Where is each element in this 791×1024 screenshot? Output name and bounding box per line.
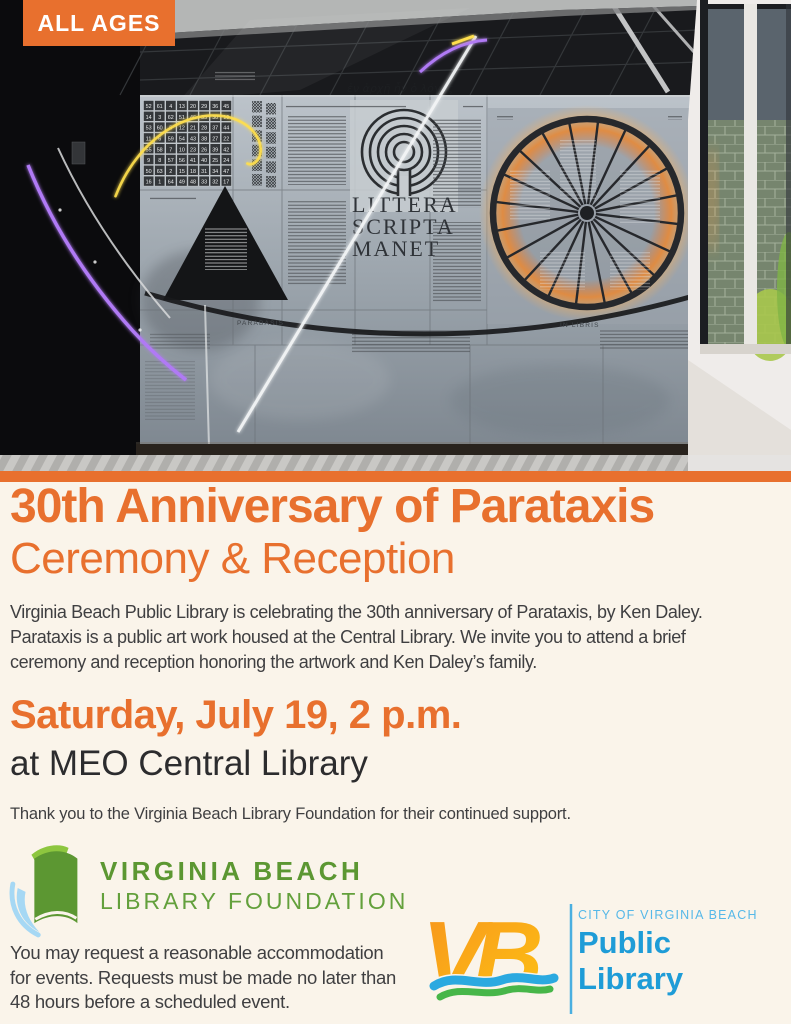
svg-text:10: 10 (178, 147, 185, 154)
svg-text:17: 17 (223, 179, 230, 186)
svg-text:45: 45 (223, 104, 230, 111)
svg-text:37: 37 (212, 125, 219, 132)
window-sill (700, 344, 791, 354)
right-wall-window (688, 0, 791, 471)
in-libris-label: IN LIBRIS (560, 322, 600, 329)
svg-text:3: 3 (158, 114, 162, 121)
svg-text:15: 15 (178, 168, 185, 175)
accommodation-line-3: 48 hours before a scheduled event. (10, 991, 290, 1012)
svg-text:11: 11 (145, 136, 152, 143)
svg-text:21: 21 (190, 125, 196, 132)
svg-text:27: 27 (212, 136, 219, 143)
svg-text:26: 26 (201, 147, 208, 154)
svg-text:13: 13 (178, 104, 185, 111)
svg-text:47: 47 (223, 168, 230, 175)
svg-text:LITTERA: LITTERA (352, 192, 458, 217)
svg-text:61: 61 (156, 104, 163, 111)
svg-text:36: 36 (212, 104, 219, 111)
wheel-hub (580, 206, 594, 220)
svg-text:56: 56 (178, 158, 185, 165)
svg-text:32: 32 (212, 179, 219, 186)
svg-text:41: 41 (190, 158, 196, 165)
svg-text:49: 49 (178, 179, 185, 186)
all-ages-badge: ALL AGES (23, 0, 175, 46)
svg-text:62: 62 (167, 114, 174, 121)
svg-text:18: 18 (190, 168, 196, 175)
svg-text:50: 50 (145, 168, 152, 175)
event-description-line-2: Parataxis is a public art work housed at the Central Library. We invite you to attend a brief (10, 627, 686, 647)
svg-text:28: 28 (201, 125, 208, 132)
svg-text:9: 9 (147, 158, 151, 165)
svg-text:MANET: MANET (352, 236, 441, 261)
svg-text:23: 23 (190, 147, 196, 154)
svg-text:46: 46 (190, 114, 196, 121)
svg-text:34: 34 (212, 168, 219, 175)
library-foundation-book-icon (6, 834, 94, 938)
svg-text:24: 24 (223, 158, 230, 165)
vb-public-library-logo (420, 896, 760, 1021)
svg-text:40: 40 (201, 158, 208, 165)
svg-text:63: 63 (156, 168, 163, 175)
svg-text:60: 60 (156, 125, 163, 132)
svg-text:43: 43 (190, 136, 196, 143)
svg-text:2: 2 (169, 168, 173, 175)
svg-text:54: 54 (178, 136, 185, 143)
svg-text:64: 64 (167, 179, 174, 186)
wheel-sculpture (479, 105, 695, 324)
foundation-name-line-1: VIRGINIA BEACH (100, 856, 364, 886)
svg-text:16: 16 (145, 179, 152, 186)
svg-text:SCRIPTA: SCRIPTA (352, 214, 455, 239)
svg-text:7: 7 (169, 147, 173, 154)
page-title: 30th Anniversary of Parataxis (10, 480, 655, 533)
wall-outlet (72, 142, 85, 164)
event-datetime: Saturday, July 19, 2 p.m. (10, 693, 462, 737)
svg-text:39: 39 (212, 147, 219, 154)
base-plinth (136, 444, 702, 456)
svg-text:35: 35 (201, 114, 208, 121)
svg-text:14: 14 (145, 114, 152, 121)
parabasis-label: PARABASIS (237, 320, 285, 327)
svg-text:44: 44 (223, 125, 230, 132)
public-label: Public (578, 925, 672, 960)
svg-text:20: 20 (190, 104, 196, 111)
foundation-name-line-2: LIBRARY FOUNDATION (100, 888, 409, 914)
event-description (10, 600, 703, 675)
svg-text:8: 8 (158, 158, 162, 165)
svg-text:57: 57 (167, 158, 174, 165)
svg-text:38: 38 (201, 136, 208, 143)
accommodation-line-2: for events. Requests must be made no later than (10, 966, 396, 988)
vb-monogram: VB (422, 902, 532, 1009)
svg-text:55: 55 (145, 147, 152, 154)
svg-text:48: 48 (190, 179, 196, 186)
window-frame-left (700, 0, 708, 350)
svg-text:51: 51 (178, 114, 185, 121)
svg-text:33: 33 (201, 179, 208, 186)
window-frame-right (786, 4, 791, 344)
event-location: at MEO Central Library (10, 744, 368, 783)
svg-text:12: 12 (178, 125, 185, 132)
accommodation-line-1: You may request a reasonable accommodation (10, 942, 384, 963)
svg-text:53: 53 (145, 125, 152, 132)
svg-text:6: 6 (158, 136, 162, 143)
svg-text:30: 30 (212, 114, 219, 121)
svg-text:59: 59 (167, 136, 174, 143)
svg-text:5: 5 (169, 125, 173, 132)
library-label: Library (578, 961, 684, 996)
svg-text:42: 42 (223, 147, 230, 154)
artwork-photo (0, 0, 791, 471)
thanks-line: Thank you to the Virginia Beach Library Foundation for their continued support. (10, 805, 571, 823)
window-mullion (744, 4, 757, 344)
greek-inscription: ἐν ἀρχῇ ἦν ὁ λόγος (347, 82, 454, 95)
svg-text:29: 29 (201, 104, 208, 111)
svg-text:58: 58 (156, 147, 163, 154)
carpet (0, 455, 791, 471)
svg-text:22: 22 (223, 136, 230, 143)
svg-text:31: 31 (201, 168, 208, 175)
parataxis-artwork-illustration (0, 0, 791, 471)
event-description-line-1: Virginia Beach Public Library is celebrating the 30th anniversary of Parataxis, by Ken Daley. (10, 602, 703, 622)
svg-text:25: 25 (212, 158, 219, 165)
svg-text:1: 1 (158, 179, 162, 186)
svg-text:4: 4 (169, 104, 173, 111)
carpet-light (688, 455, 791, 471)
event-description-line-3: ceremony and reception honoring the artwork and Ken Daley’s family. (10, 652, 537, 672)
page-subtitle: Ceremony & Reception (10, 534, 455, 583)
accommodation-notice (10, 941, 396, 1015)
svg-text:52: 52 (145, 104, 152, 111)
city-of-virginia-beach-label: CITY OF VIRGINIA BEACH (578, 908, 758, 922)
svg-text:19: 19 (223, 114, 230, 121)
